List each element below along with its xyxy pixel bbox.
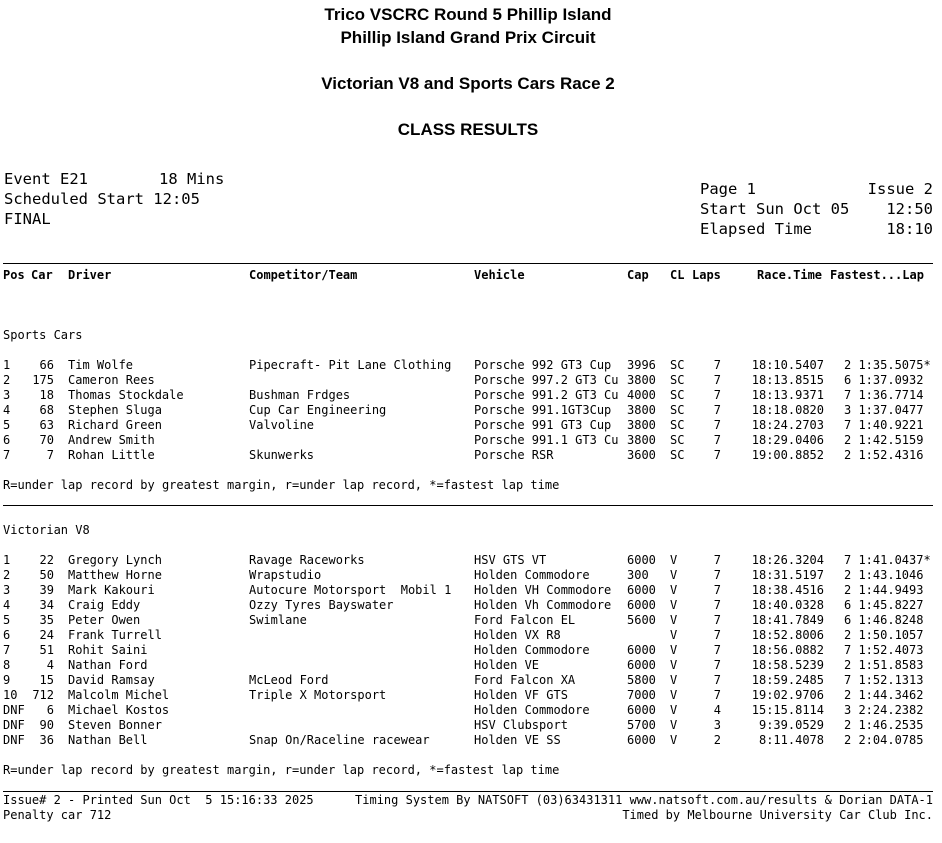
cell-pos: 4	[3, 403, 11, 417]
cell-car: 712	[32, 688, 54, 702]
cell-cl: V	[670, 658, 678, 672]
cell-fastest: 2 1:35.5075*	[844, 358, 931, 372]
cell-fastest: 2 2:04.0785	[844, 733, 924, 747]
cell-race-time: 19:02.9706	[751, 688, 824, 702]
cell-pos: 1	[3, 553, 11, 567]
cell-car: 66	[39, 358, 54, 372]
cell-cap: 3800	[627, 418, 656, 432]
circuit-title: Phillip Island Grand Prix Circuit	[340, 28, 596, 47]
cell-cl: V	[670, 553, 678, 567]
cell-laps: 7	[713, 643, 721, 657]
table-row	[0, 553, 942, 568]
cell-laps: 3	[713, 718, 721, 732]
cell-pos: 1	[3, 358, 11, 372]
cell-vehicle: HSV Clubsport	[474, 718, 568, 732]
table-row	[0, 358, 942, 373]
cell-vehicle: Holden VX R8	[474, 628, 561, 642]
cell-cl: V	[670, 598, 678, 612]
cell-pos: 2	[3, 568, 11, 582]
cell-race-time: 18:38.4516	[751, 583, 824, 597]
cell-pos: 7	[3, 448, 11, 462]
cell-vehicle: Ford Falcon XA	[474, 673, 576, 687]
table-row	[0, 373, 942, 388]
col-cap: Cap	[627, 268, 649, 282]
col-cl: CL	[670, 268, 685, 282]
cell-team: Triple X Motorsport	[249, 688, 387, 702]
cell-car: 22	[39, 553, 54, 567]
col-race-time: Race.Time	[757, 268, 823, 282]
cell-fastest: 2 1:42.5159	[844, 433, 924, 447]
cell-driver: Peter Owen	[68, 613, 141, 627]
cell-laps: 7	[713, 373, 721, 387]
cell-vehicle: Porsche 991 GT3 Cup	[474, 418, 612, 432]
table-row	[0, 703, 942, 718]
cell-vehicle: Holden VE	[474, 658, 540, 672]
cell-car: 18	[39, 388, 54, 402]
cell-race-time: 18:31.5197	[751, 568, 824, 582]
table-row	[0, 613, 942, 628]
cell-fastest: 2 1:50.1057	[844, 628, 924, 642]
cell-laps: 7	[713, 388, 721, 402]
cell-fastest: 2 1:51.8583	[844, 658, 924, 672]
cell-laps: 7	[713, 688, 721, 702]
cell-driver: Steven Bonner	[68, 718, 162, 732]
cell-cap: 5700	[627, 718, 656, 732]
cell-cap: 3600	[627, 448, 656, 462]
class-divider	[3, 505, 933, 506]
cell-laps: 7	[713, 403, 721, 417]
table-row	[0, 643, 942, 658]
class-name: Victorian V8	[3, 523, 90, 537]
penalty-note: Penalty car 712	[3, 808, 112, 822]
cell-race-time: 18:13.9371	[751, 388, 824, 402]
event-label: Event E21	[4, 170, 88, 188]
cell-driver: Richard Green	[68, 418, 162, 432]
cell-pos: 3	[3, 583, 11, 597]
cell-cl: SC	[670, 418, 685, 432]
cell-vehicle: Holden Commodore	[474, 703, 590, 717]
cell-pos: 10	[3, 688, 18, 702]
cell-team: Wrapstudio	[249, 568, 322, 582]
cell-cl: SC	[670, 448, 685, 462]
cell-pos: 8	[3, 658, 11, 672]
cell-car: 50	[39, 568, 54, 582]
cell-race-time: 18:26.3204	[751, 553, 824, 567]
cell-cap: 6000	[627, 583, 656, 597]
cell-cap: 6000	[627, 733, 656, 747]
cell-laps: 7	[713, 448, 721, 462]
footnote: R=under lap record by greatest margin, r=under lap record, *=fastest lap time	[3, 478, 560, 492]
cell-cap: 3800	[627, 433, 656, 447]
cell-laps: 7	[713, 613, 721, 627]
cell-driver: Frank Turrell	[68, 628, 162, 642]
cell-driver: Andrew Smith	[68, 433, 155, 447]
cell-cap: 6000	[627, 703, 656, 717]
cell-fastest: 2 1:44.3462	[844, 688, 924, 702]
cell-car: 36	[39, 733, 54, 747]
cell-pos: DNF	[3, 703, 25, 717]
cell-cl: V	[670, 643, 678, 657]
cell-laps: 7	[713, 583, 721, 597]
cell-fastest: 7 1:52.4073	[844, 643, 924, 657]
cell-vehicle: Holden VF GTS	[474, 688, 568, 702]
cell-cl: V	[670, 628, 678, 642]
cell-fastest: 2 1:46.2535	[844, 718, 924, 732]
cell-team: Bushman Frdges	[249, 388, 351, 402]
cell-cl: V	[670, 568, 678, 582]
cell-cl: V	[670, 583, 678, 597]
cell-car: 175	[32, 373, 54, 387]
cell-laps: 7	[713, 553, 721, 567]
cell-laps: 7	[713, 598, 721, 612]
cell-cap: 3800	[627, 403, 656, 417]
cell-driver: Malcolm Michel	[68, 688, 170, 702]
cell-race-time: 18:41.7849	[751, 613, 824, 627]
cell-laps: 7	[713, 628, 721, 642]
start-time: 12:50	[886, 200, 933, 218]
col-fastest: Fastest...Lap	[830, 268, 924, 282]
cell-car: 68	[39, 403, 54, 417]
cell-pos: 5	[3, 613, 11, 627]
cell-car: 51	[39, 643, 54, 657]
cell-driver: Rohan Little	[68, 448, 155, 462]
cell-laps: 7	[713, 358, 721, 372]
start-label: Start Sun Oct 05	[700, 200, 850, 218]
cell-cl: SC	[670, 433, 685, 447]
cell-car: 39	[39, 583, 54, 597]
cell-driver: Michael Kostos	[68, 703, 170, 717]
cell-team: Ozzy Tyres Bayswater	[249, 598, 394, 612]
cell-fastest: 6 1:45.8227	[844, 598, 924, 612]
table-row	[0, 568, 942, 583]
event-title: Trico VSCRC Round 5 Phillip Island	[324, 5, 612, 24]
cell-cap: 3800	[627, 373, 656, 387]
cell-fastest: 2 1:44.9493	[844, 583, 924, 597]
cell-team: Cup Car Engineering	[249, 403, 387, 417]
elapsed-value: 18:10	[886, 220, 933, 238]
col-car: Car	[31, 268, 53, 282]
cell-pos: 5	[3, 418, 11, 432]
cell-fastest: 6 1:37.0932	[844, 373, 924, 387]
cell-driver: Tim Wolfe	[68, 358, 134, 372]
cell-driver: Rohit Saini	[68, 643, 148, 657]
cell-cap: 6000	[627, 643, 656, 657]
cell-cl: SC	[670, 358, 685, 372]
cell-team: Snap On/Raceline racewear	[249, 733, 430, 747]
report-title: CLASS RESULTS	[397, 120, 539, 139]
table-row	[0, 418, 942, 433]
cell-team: Autocure Motorsport Mobil 1	[249, 583, 452, 597]
cell-cl: V	[670, 673, 678, 687]
timed-by: Timed by Melbourne University Car Club Inc.	[622, 808, 933, 822]
cell-race-time: 18:56.0882	[751, 643, 824, 657]
cell-car: 90	[39, 718, 54, 732]
cell-race-time: 8:11.4078	[758, 733, 824, 747]
cell-cap: 3996	[627, 358, 656, 372]
cell-car: 34	[39, 598, 54, 612]
class-name: Sports Cars	[3, 328, 83, 342]
page-label: Page 1	[700, 180, 756, 198]
cell-race-time: 18:59.2485	[751, 673, 824, 687]
elapsed-label: Elapsed Time	[700, 220, 812, 238]
table-row	[0, 403, 942, 418]
cell-fastest: 3 2:24.2382	[844, 703, 924, 717]
cell-team: Pipecraft- Pit Lane Clothing	[249, 358, 452, 372]
timing-system: Timing System By NATSOFT (03)63431311 www.natsoft.com.au/results & Dorian DATA-1	[355, 793, 933, 807]
cell-laps: 7	[713, 433, 721, 447]
cell-pos: 6	[3, 433, 11, 447]
cell-cap: 7000	[627, 688, 656, 702]
cell-cl: SC	[670, 373, 685, 387]
cell-race-time: 18:40.0328	[751, 598, 824, 612]
cell-car: 15	[39, 673, 54, 687]
cell-vehicle: Porsche 991.1GT3Cup	[474, 403, 612, 417]
cell-race-time: 18:18.0820	[751, 403, 824, 417]
cell-fastest: 7 1:36.7714	[844, 388, 924, 402]
cell-race-time: 18:24.2703	[751, 418, 824, 432]
cell-vehicle: Porsche 992 GT3 Cup	[474, 358, 612, 372]
cell-car: 7	[46, 448, 54, 462]
footnote: R=under lap record by greatest margin, r=under lap record, *=fastest lap time	[3, 763, 560, 777]
event-duration: 18 Mins	[159, 170, 225, 188]
scheduled-start: Scheduled Start 12:05	[4, 190, 200, 208]
cell-fastest: 7 1:52.1313	[844, 673, 924, 687]
cell-vehicle: Holden Vh Commodore	[474, 598, 612, 612]
table-row	[0, 628, 942, 643]
cell-cap: 5800	[627, 673, 656, 687]
cell-laps: 7	[713, 418, 721, 432]
cell-fastest: 7 1:41.0437*	[844, 553, 931, 567]
cell-race-time: 18:58.5239	[751, 658, 824, 672]
cell-driver: Nathan Bell	[68, 733, 148, 747]
cell-team: Valvoline	[249, 418, 315, 432]
col-laps: Laps	[692, 268, 721, 282]
cell-fastest: 7 1:40.9221	[844, 418, 924, 432]
cell-race-time: 18:29.0406	[751, 433, 824, 447]
table-row	[0, 598, 942, 613]
table-row	[0, 433, 942, 448]
cell-driver: David Ramsay	[68, 673, 155, 687]
cell-team: McLeod Ford	[249, 673, 329, 687]
cell-race-time: 18:52.8006	[751, 628, 824, 642]
col-driver: Driver	[68, 268, 112, 282]
cell-cap: 6000	[627, 598, 656, 612]
cell-vehicle: HSV GTS VT	[474, 553, 547, 567]
cell-team: Skunwerks	[249, 448, 315, 462]
table-row	[0, 688, 942, 703]
cell-car: 24	[39, 628, 54, 642]
cell-team: Swimlane	[249, 613, 307, 627]
cell-cl: V	[670, 703, 678, 717]
cell-pos: 7	[3, 643, 11, 657]
cell-cap: 6000	[627, 658, 656, 672]
cell-cl: V	[670, 733, 678, 747]
cell-pos: DNF	[3, 718, 25, 732]
cell-laps: 7	[713, 673, 721, 687]
printed-info: Issue# 2 - Printed Sun Oct 5 15:16:33 2025	[3, 793, 314, 807]
cell-pos: 9	[3, 673, 11, 687]
cell-vehicle: Porsche 991.1 GT3 Cu	[474, 433, 619, 447]
cell-laps: 7	[713, 658, 721, 672]
cell-car: 4	[46, 658, 54, 672]
cell-fastest: 3 1:37.0477	[844, 403, 924, 417]
cell-cl: V	[670, 688, 678, 702]
cell-car: 63	[39, 418, 54, 432]
cell-cl: SC	[670, 388, 685, 402]
header-divider	[3, 263, 933, 264]
status-label: FINAL	[4, 210, 51, 228]
cell-race-time: 18:10.5407	[751, 358, 824, 372]
issue-label: Issue 2	[867, 180, 933, 198]
col-team: Competitor/Team	[249, 268, 358, 282]
cell-pos: DNF	[3, 733, 25, 747]
cell-vehicle: Porsche RSR	[474, 448, 554, 462]
cell-car: 35	[39, 613, 54, 627]
cell-pos: 2	[3, 373, 11, 387]
cell-fastest: 2 1:52.4316	[844, 448, 924, 462]
cell-cl: V	[670, 718, 678, 732]
cell-race-time: 19:00.8852	[751, 448, 824, 462]
cell-laps: 7	[713, 568, 721, 582]
cell-vehicle: Porsche 991.2 GT3 Cu	[474, 388, 619, 402]
cell-fastest: 2 1:43.1046	[844, 568, 924, 582]
cell-driver: Thomas Stockdale	[68, 388, 184, 402]
cell-team: Ravage Raceworks	[249, 553, 365, 567]
cell-driver: Mark Kakouri	[68, 583, 155, 597]
table-row	[0, 583, 942, 598]
cell-car: 70	[39, 433, 54, 447]
col-vehicle: Vehicle	[474, 268, 525, 282]
cell-vehicle: Porsche 997.2 GT3 Cu	[474, 373, 619, 387]
cell-cl: SC	[670, 403, 685, 417]
cell-pos: 4	[3, 598, 11, 612]
table-row	[0, 733, 942, 748]
cell-cap: 6000	[627, 553, 656, 567]
cell-vehicle: Holden Commodore	[474, 568, 590, 582]
cell-cl: V	[670, 613, 678, 627]
race-title: Victorian V8 and Sports Cars Race 2	[321, 74, 615, 93]
table-row	[0, 673, 942, 688]
cell-laps: 2	[713, 733, 721, 747]
cell-vehicle: Ford Falcon EL	[474, 613, 576, 627]
cell-race-time: 9:39.0529	[758, 718, 824, 732]
cell-driver: Cameron Rees	[68, 373, 155, 387]
cell-driver: Stephen Sluga	[68, 403, 162, 417]
cell-driver: Matthew Horne	[68, 568, 162, 582]
cell-driver: Gregory Lynch	[68, 553, 162, 567]
table-row	[0, 388, 942, 403]
cell-race-time: 15:15.8114	[751, 703, 824, 717]
cell-pos: 6	[3, 628, 11, 642]
cell-vehicle: Holden Commodore	[474, 643, 590, 657]
cell-fastest: 6 1:46.8248	[844, 613, 924, 627]
table-row	[0, 448, 942, 463]
cell-race-time: 18:13.8515	[751, 373, 824, 387]
col-pos: Pos	[3, 268, 25, 282]
table-row	[0, 658, 942, 673]
cell-cap: 5600	[627, 613, 656, 627]
table-row	[0, 718, 942, 733]
cell-laps: 4	[713, 703, 721, 717]
cell-cap: 300	[627, 568, 649, 582]
cell-cap: 4000	[627, 388, 656, 402]
cell-vehicle: Holden VH Commodore	[474, 583, 612, 597]
cell-pos: 3	[3, 388, 11, 402]
footer-divider	[3, 791, 933, 792]
cell-driver: Craig Eddy	[68, 598, 141, 612]
cell-vehicle: Holden VE SS	[474, 733, 561, 747]
cell-driver: Nathan Ford	[68, 658, 148, 672]
cell-car: 6	[46, 703, 54, 717]
